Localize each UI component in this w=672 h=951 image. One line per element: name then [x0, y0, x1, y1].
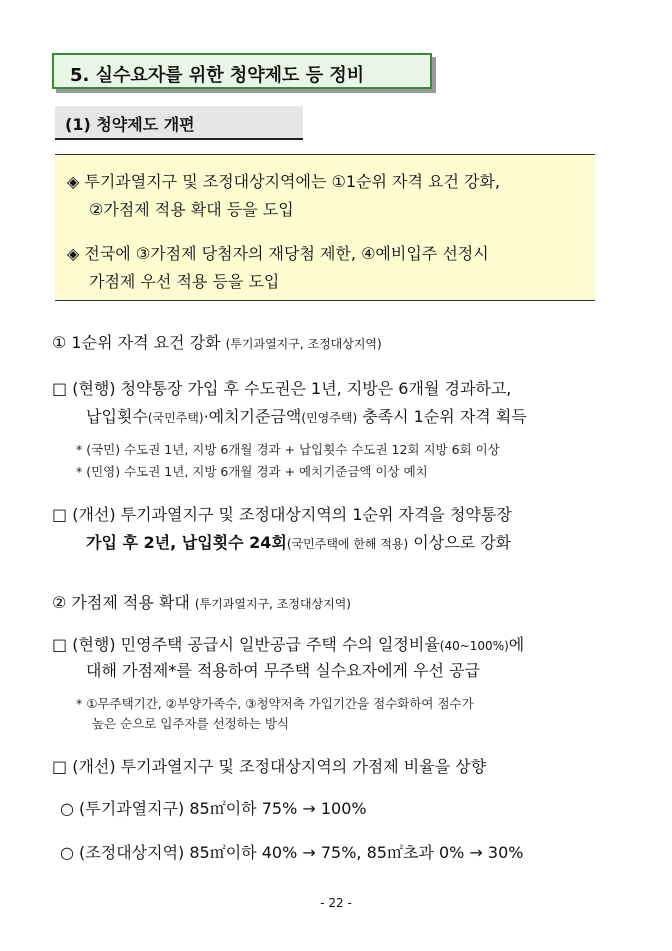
item1-improve-line2: [86, 530, 511, 553]
item1-current-line2: [86, 404, 527, 427]
item2-sub2: ○ (조정대상지역) 85㎡이하 40% → 75%, 85㎡초과 0% → 30%: [60, 843, 524, 862]
item2-note-line1: * ①무주택기간, ②부양가족수, ③청약저축 가입기간을 점수화하여 점수가: [76, 696, 474, 711]
item2-current-line2: 대해 가점제*를 적용하여 무주택 실수요자에게 우선 공급: [86, 661, 481, 680]
section-title-box: [52, 53, 432, 89]
text: 에: [508, 635, 525, 654]
item2-heading-note: (투기과열지구, 조정대상지역): [194, 597, 351, 611]
item1-heading-row: [52, 330, 382, 353]
summary-bullet2-line1: ◈ 전국에 ③가점제 당첨자의 재당첨 제한, ④예비입주 선정시: [67, 244, 489, 263]
item1-note1: * (국민) 수도권 1년, 지방 6개월 경과 + 납입횟수 수도권 12회 지방 6회 이상: [76, 442, 500, 457]
text: 이상으로 강화: [408, 533, 512, 552]
subsection-title-box: [55, 106, 303, 140]
page-number: - 22 -: [320, 896, 352, 910]
text: ·예치기준금액: [203, 407, 302, 426]
text: □ (현행) 민영주택 공급시 일반공급 주택 수의 일정비율: [52, 635, 440, 654]
text: (국민주택): [147, 411, 204, 425]
item1-heading: ① 1순위 자격 요건 강화: [52, 333, 221, 352]
summary-bullet1-line2: ②가점제 적용 확대 등을 도입: [89, 200, 294, 219]
summary-bullet2-line2: 가점제 우선 적용 등을 도입: [89, 272, 280, 291]
summary-box: [55, 154, 595, 301]
item1-heading-note: (투기과열지구, 조정대상지역): [225, 337, 382, 351]
item1-current-line1: □ (현행) 청약통장 가입 후 수도권은 1년, 지방은 6개월 경과하고,: [52, 379, 512, 398]
item2-note-line2: 높은 순으로 입주자를 선정하는 방식: [92, 716, 290, 731]
subsection-title: (1) 청약제도 개편: [65, 115, 195, 134]
summary-bullet1-line1: ◈ 투기과열지구 및 조정대상지역에는 ①1순위 자격 요건 강화,: [67, 172, 501, 191]
text: (민영주택): [301, 411, 358, 425]
section-title: 5. 실수요자를 위한 청약제도 등 정비: [70, 65, 365, 86]
item2-sub1: ○ (투기과열지구) 85㎡이하 75% → 100%: [60, 799, 367, 818]
text: 납입횟수: [86, 407, 148, 426]
item2-current-line1: [52, 632, 524, 655]
item1-improve-line1: □ (개선) 투기과열지구 및 조정대상지역의 1순위 자격을 청약통장: [52, 505, 512, 524]
item1-note2: * (민영) 수도권 1년, 지방 6개월 경과 + 예치기준금액 이상 예치: [76, 464, 428, 479]
text: 가입 후 2년, 납입횟수 24회: [86, 533, 287, 552]
item2-heading-row: [52, 590, 351, 613]
text: (40~100%): [439, 639, 509, 653]
item2-heading: ② 가점제 적용 확대: [52, 593, 190, 612]
text: (국민주택에 한해 적용): [286, 537, 409, 551]
item2-improve-line: □ (개선) 투기과열지구 및 조정대상지역의 가점제 비율을 상향: [52, 757, 487, 776]
text: 충족시 1순위 자격 획득: [357, 407, 527, 426]
